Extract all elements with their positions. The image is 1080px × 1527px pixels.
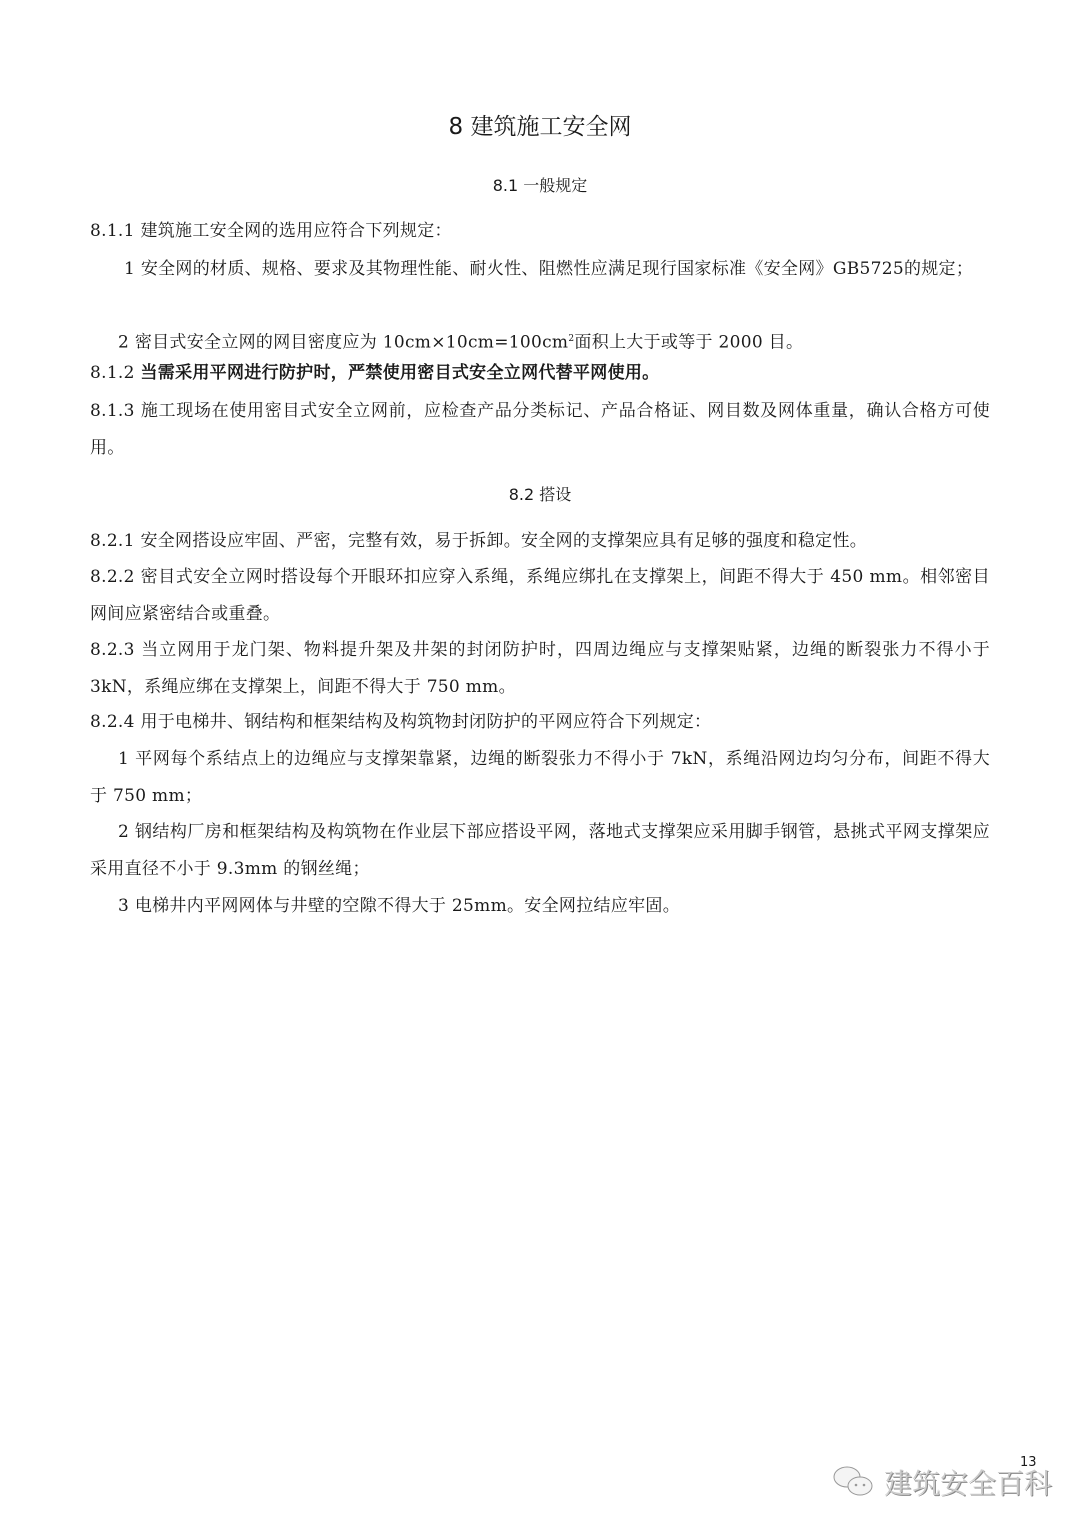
clause-8-2-4-item-2: 2 钢结构厂房和框架结构及构筑物在作业层下部应搭设平网，落地式支撑架应采用脚手钢管，悬挑式平网支撑架应采用直径不小于 9.3mm 的钢丝绳； — [90, 822, 990, 879]
clause-8-1-1-item-1: 1 安全网的材质、规格、要求及其物理性能、耐火性、阻燃性应满足现行国家标准《安全网》GB5725的规定； — [124, 259, 974, 279]
clause-8-2-4-item-3: 3 电梯井内平网网体与井壁的空隙不得大于 25mm。安全网拉结应牢固。 — [118, 896, 680, 916]
wechat-icon — [832, 1464, 876, 1500]
clause-8-1-3: 8.1.3 施工现场在使用密目式安全立网前，应检查产品分类标记、产品合格证、网目数及网体重量，确认合格方可使用。 — [90, 401, 990, 458]
clause-8-2-4: 8.2.4 用于电梯井、钢结构和框架结构及构筑物封闭防护的平网应符合下列规定： — [90, 712, 712, 732]
clause-number: 8.1.2 — [90, 363, 141, 383]
clause-text: 当需采用平网进行防护时，严禁使用密目式安全立网代替平网使用。 — [140, 363, 660, 383]
clause-8-2-2: 8.2.2 密目式安全立网时搭设每个开眼环扣应穿入系绳，系绳应绑扎在支撑架上，间距不得大于 450 mm。相邻密目网间应紧密结合或重叠。 — [90, 567, 990, 624]
superscript: 2 — [568, 334, 575, 344]
clause-8-2-1: 8.2.1 安全网搭设应牢固、严密，完整有效，易于拆卸。安全网的支撑架应具有足够的强度和稳定性。 — [90, 531, 868, 551]
clause-8-1-1: 8.1.1 建筑施工安全网的选用应符合下列规定： — [90, 221, 452, 241]
chapter-title: 8 建筑施工安全网 — [448, 114, 632, 140]
section-heading-8-2: 8.2 搭设 — [508, 485, 572, 504]
clause-8-2-4-item-1: 1 平网每个系结点上的边绳应与支撑架靠紧，边绳的断裂张力不得小于 7kN，系绳沿网边均匀分布，间距不得大于 750 mm； — [90, 749, 990, 806]
item-2-text-b: 面积上大于或等于 2000 目。 — [574, 332, 804, 353]
watermark-text: 建筑安全百科 — [884, 1467, 1053, 1500]
page-number: 13 — [1020, 1455, 1037, 1470]
item-2-text-a: 2 密目式安全立网的网目密度应为 10cm×10cm=100cm — [118, 332, 569, 353]
watermark — [832, 1462, 1052, 1502]
clause-8-1-2 — [90, 355, 990, 392]
clause-8-2-3: 8.2.3 当立网用于龙门架、物料提升架及井架的封闭防护时，四周边绳应与支撑架贴紧，边绳的断裂张力不得小于 3kN，系绳应绑在支撑架上，间距不得大于 750 mm。 — [90, 640, 990, 697]
section-heading-8-1: 8.1 一般规定 — [492, 176, 588, 195]
